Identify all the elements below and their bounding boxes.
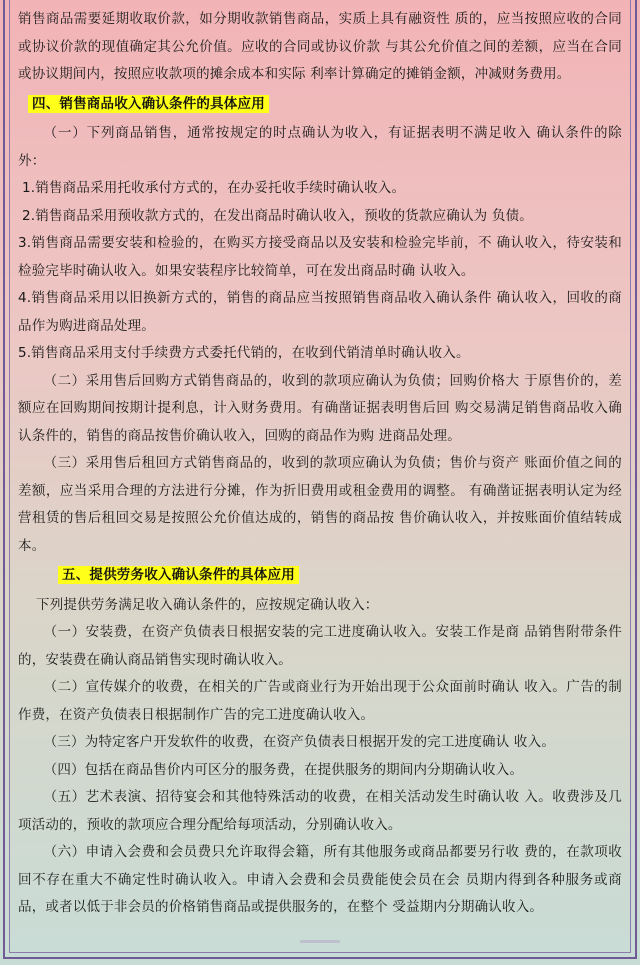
page-number-mark: [300, 940, 340, 943]
section-4-item-4: 4.销售商品采用以旧换新方式的，销售的商品应当按照销售商品收入确认条件 确认收入，回收的商品作为购进商品处理。: [18, 290, 622, 334]
section-4-heading: [28, 91, 622, 119]
section-4-intro: （一）下列商品销售，通常按规定的时点确认为收入，有证据表明不满足收入 确认条件的除外：: [18, 125, 622, 169]
section-5-item-1: （一）安装费，在资产负债表日根据安装的完工进度确认收入。安装工作是商 品销售附带条件的，安装费在确认商品销售实现时确认收入。: [18, 624, 622, 668]
section-4-para-3: （三）采用售后租回方式销售商品的，收到的款项应确认为负债；售价与资产 账面价值之间的差额，应当采用合理的方法进行分摊，作为折旧费用或租金费用的调整。 有确凿证据表明认定为经营租赁的售后租回交易是按照公允价值达成的，销售的商品按 售价确认收入，并按账面价值结转成本。: [18, 455, 622, 554]
section-5-item-2: （二）宣传媒介的收费，在相关的广告或商业行为开始出现于公众面前时确认 收入。广告的制作费，在资产负债表日根据制作广告的完工进度确认收入。: [18, 679, 622, 723]
section-5-item-4: （四）包括在商品售价内可区分的服务费，在提供服务的期间内分期确认收入。: [43, 761, 524, 778]
document-body: [18, 6, 622, 922]
section-4-para-2: （二）采用售后回购方式销售商品的，收到的款项应确认为负债；回购价格大 于原售价的，差额应在回购期间按期计提利息，计入财务费用。有确凿证据表明售后回 购交易满足销售商品收入确认条件的，销售的商品按售价确认收入，回购的商品作为购 进商品处理。: [18, 372, 622, 444]
section-5-item-6: （六）申请入会费和会员费只允许取得会籍，所有其他服务或商品都要另行收 费的，在款项收回不存在重大不确定性时确认收入。申请入会费和会员费能使会员在会 员期内得到各种服务或商品，或者以低于非会员的价格销售商品或提供服务的，在整个 受益期内分期确认收入。: [18, 844, 622, 915]
section-5-item-5: （五）艺术表演、招待宴会和其他特殊活动的收费，在相关活动发生时确认收 入。收费涉及几项活动的，预收的款项应合理分配给每项活动，分别确认收入。: [18, 789, 622, 833]
paragraph-deferred-payment: 销售商品需要延期收取价款，如分期收款销售商品，实质上具有融资性 质的，应当按照应收的合同或协议价款的现值确定其公允价值。应收的合同或协议价款 与其公允价值之间的差额，应当在合同或协议期间内，按照应收款项的摊余成本和实际 利率计算确定的摊销金额，冲减财务费用。: [18, 11, 622, 82]
section-5-item-3: （三）为特定客户开发软件的收费，在资产负债表日根据开发的完工进度确认 收入。: [43, 734, 556, 750]
section-4-heading-text: 四、销售商品收入确认条件的具体应用: [28, 95, 269, 113]
section-4-item-3: 3.销售商品需要安装和检验的，在购买方接受商品以及安装和检验完毕前，不 确认收入，待安装和检验完毕时确认收入。如果安装程序比较简单，可在发出商品时确 认收入。: [18, 235, 622, 279]
section-4-item-5: 5.销售商品采用支付手续费方式委托代销的，在收到代销清单时确认收入。: [18, 345, 470, 361]
section-4-item-2: 2.销售商品采用预收款方式的，在发出商品时确认收入，预收的货款应确认为 负债。: [22, 207, 533, 224]
section-5-heading: [58, 562, 622, 590]
section-5-heading-text: 五、提供劳务收入确认条件的具体应用: [58, 566, 299, 584]
section-4-item-1: 1.销售商品采用托收承付方式的，在办妥托收手续时确认收入。: [22, 180, 406, 196]
section-5-intro: 下列提供劳务满足收入确认条件的，应按规定确认收入：: [36, 596, 379, 613]
